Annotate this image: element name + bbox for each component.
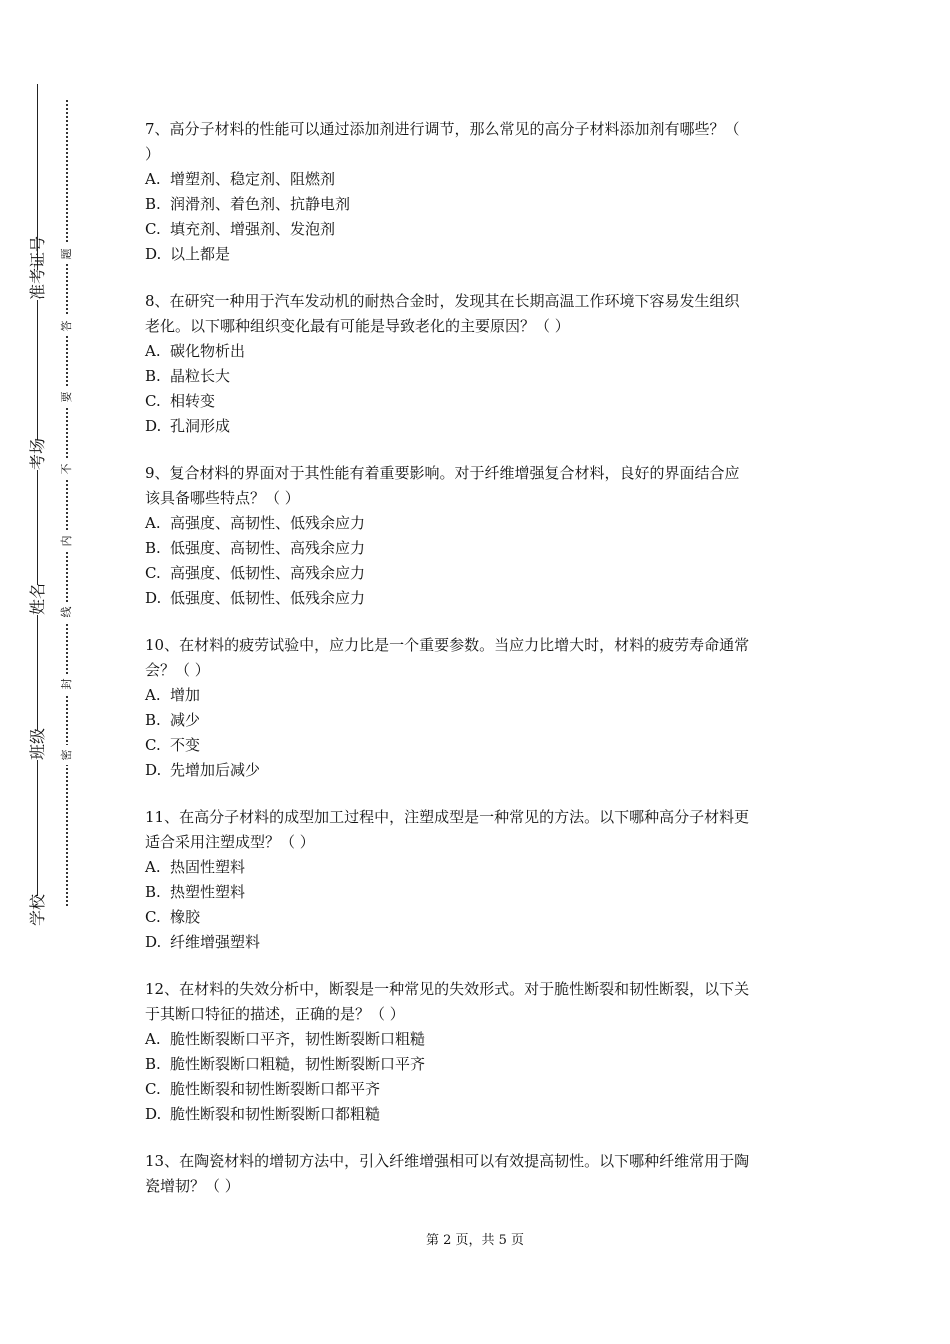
option-key: C.	[145, 220, 161, 238]
name-label: 姓名	[23, 585, 53, 615]
exam-room-label: 考场	[23, 440, 53, 470]
option-key: B.	[145, 1055, 161, 1073]
option-text: 碳化物析出	[170, 342, 246, 360]
option-d	[145, 930, 817, 955]
option-key: B.	[145, 539, 161, 557]
question-stem-line: 适合采用注塑成型？（ ）	[145, 833, 315, 851]
option-text: 先增加后减少	[170, 761, 261, 779]
option-c	[145, 733, 817, 758]
option-key: B.	[145, 711, 161, 729]
class-label: 班级	[23, 730, 53, 760]
option-b	[145, 536, 817, 561]
option-key: D.	[145, 417, 162, 435]
option-text: 以上都是	[170, 245, 231, 263]
option-key: D.	[145, 761, 162, 779]
option-text: 填充剂、增强剂、发泡剂	[170, 220, 336, 238]
seal-char: 题	[57, 244, 77, 264]
seal-char: 答	[57, 316, 77, 336]
option-key: D.	[145, 1105, 162, 1123]
question-11	[145, 805, 817, 955]
binding-margin	[0, 0, 110, 1344]
option-text: 脆性断裂和韧性断裂断口都平齐	[170, 1080, 381, 1098]
seal-char: 不	[57, 459, 77, 479]
option-text: 纤维增强塑料	[170, 933, 261, 951]
option-b	[145, 708, 817, 733]
option-c	[145, 217, 817, 242]
option-text: 减少	[170, 711, 201, 729]
question-stem-line: 7、高分子材料的性能可以通过添加剂进行调节，那么常见的高分子材料添加剂有哪些？（	[145, 120, 740, 138]
seal-dotted-line	[66, 100, 68, 906]
option-b	[145, 192, 817, 217]
option-key: A.	[145, 514, 161, 532]
question-stem-line: 12、在材料的失效分析中，断裂是一种常见的失效形式。对于脆性断裂和韧性断裂，以下关	[145, 980, 750, 998]
option-b	[145, 364, 817, 389]
option-a	[145, 511, 817, 536]
option-key: D.	[145, 245, 162, 263]
exam-number-label: 准考证号	[23, 270, 53, 300]
seal-char: 线	[57, 602, 77, 622]
option-b	[145, 880, 817, 905]
option-c	[145, 1077, 817, 1102]
option-text: 晶粒长大	[170, 367, 231, 385]
question-8	[145, 289, 817, 439]
question-stem-line: ）	[145, 145, 161, 163]
question-stem-line: 8、在研究一种用于汽车发动机的耐热合金时，发现其在长期高温工作环境下容易发生组织	[145, 292, 740, 310]
option-a	[145, 339, 817, 364]
question-stem-line: 会？（ ）	[145, 661, 210, 679]
option-c	[145, 561, 817, 586]
option-key: C.	[145, 736, 161, 754]
option-key: C.	[145, 392, 161, 410]
option-text: 脆性断裂断口平齐，韧性断裂断口粗糙	[170, 1030, 426, 1048]
page-number: 第 2 页，共 5 页	[425, 1233, 525, 1248]
option-key: C.	[145, 564, 161, 582]
question-stem-line: 老化。以下哪种组织变化最有可能是导致老化的主要原因？（ ）	[145, 317, 570, 335]
option-text: 润滑剂、着色剂、抗静电剂	[170, 195, 351, 213]
option-key: D.	[145, 589, 162, 607]
school-label: 学校	[23, 896, 53, 926]
option-key: A.	[145, 342, 161, 360]
option-text: 孔洞形成	[170, 417, 231, 435]
option-d	[145, 1102, 817, 1127]
option-text: 增加	[170, 686, 201, 704]
option-text: 不变	[170, 736, 201, 754]
seal-char: 密	[57, 745, 77, 765]
question-13	[145, 1149, 817, 1199]
option-key: C.	[145, 1080, 161, 1098]
option-d	[145, 242, 817, 267]
option-c	[145, 905, 817, 930]
option-text: 脆性断裂断口粗糙，韧性断裂断口平齐	[170, 1055, 426, 1073]
option-c	[145, 389, 817, 414]
question-stem-line: 于其断口特征的描述，正确的是？（ ）	[145, 1005, 405, 1023]
question-list	[145, 117, 817, 1221]
seal-char: 要	[57, 387, 77, 407]
option-key: B.	[145, 883, 161, 901]
option-key: A.	[145, 1030, 161, 1048]
option-text: 增塑剂、稳定剂、阻燃剂	[170, 170, 336, 188]
option-text: 相转变	[170, 392, 216, 410]
option-d	[145, 414, 817, 439]
question-stem-line: 10、在材料的疲劳试验中，应力比是一个重要参数。当应力比增大时，材料的疲劳寿命通常	[145, 636, 750, 654]
option-a	[145, 1027, 817, 1052]
option-text: 脆性断裂和韧性断裂断口都粗糙	[170, 1105, 381, 1123]
binding-solid-line	[37, 84, 38, 924]
option-text: 高强度、低韧性、高残余应力	[170, 564, 366, 582]
option-d	[145, 758, 817, 783]
option-key: B.	[145, 195, 161, 213]
question-stem-line: 9、复合材料的界面对于其性能有着重要影响。对于纤维增强复合材料，良好的界面结合应	[145, 464, 740, 482]
option-text: 低强度、高韧性、高残余应力	[170, 539, 366, 557]
option-key: A.	[145, 170, 161, 188]
question-7	[145, 117, 817, 267]
option-text: 热固性塑料	[170, 858, 246, 876]
option-a	[145, 167, 817, 192]
question-stem-line: 瓷增韧？（ ）	[145, 1177, 240, 1195]
option-a	[145, 683, 817, 708]
question-stem-line: 该具备哪些特点？（ ）	[145, 489, 300, 507]
option-key: A.	[145, 858, 161, 876]
option-text: 热塑性塑料	[170, 883, 246, 901]
option-key: B.	[145, 367, 161, 385]
option-text: 高强度、高韧性、低残余应力	[170, 514, 366, 532]
option-b	[145, 1052, 817, 1077]
option-key: C.	[145, 908, 161, 926]
question-9	[145, 461, 817, 611]
seal-char: 内	[57, 531, 77, 551]
question-stem-line: 11、在高分子材料的成型加工过程中，注塑成型是一种常见的方法。以下哪种高分子材料更	[145, 808, 750, 826]
seal-char: 封	[57, 674, 77, 694]
question-stem-line: 13、在陶瓷材料的增韧方法中，引入纤维增强相可以有效提高韧性。以下哪种纤维常用于陶	[145, 1152, 750, 1170]
option-d	[145, 586, 817, 611]
option-text: 低强度、低韧性、低残余应力	[170, 589, 366, 607]
option-key: D.	[145, 933, 162, 951]
option-a	[145, 855, 817, 880]
question-12	[145, 977, 817, 1127]
question-10	[145, 633, 817, 783]
option-key: A.	[145, 686, 161, 704]
option-text: 橡胶	[170, 908, 201, 926]
